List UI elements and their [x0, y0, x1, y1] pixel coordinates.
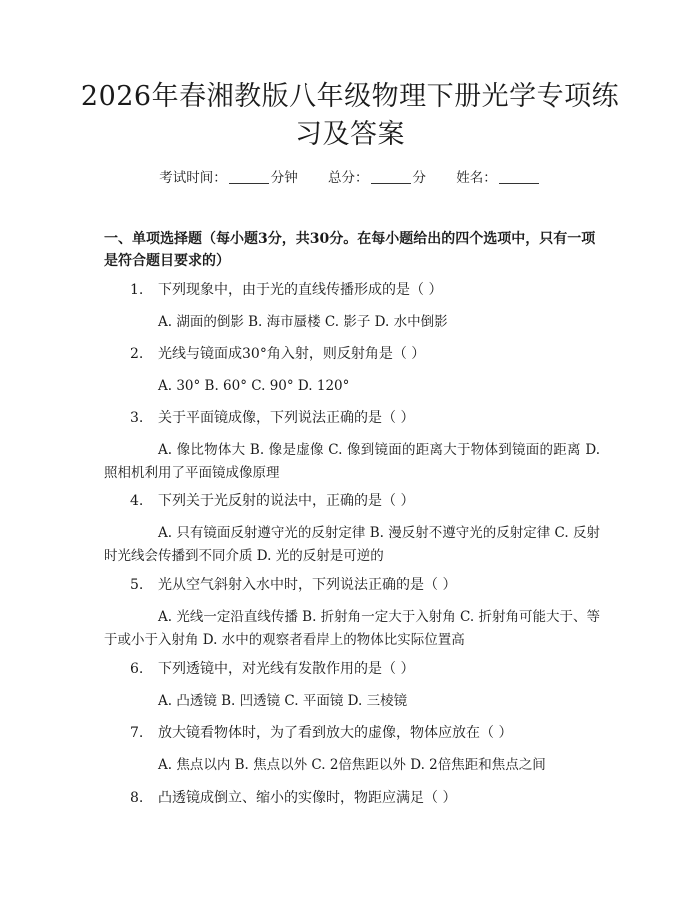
question-options: A. 只有镜面反射遵守光的反射定律 B. 漫反射不遵守光的反射定律 C. 反射时光线会传播到不同介质 D. 光的反射是可逆的	[104, 525, 600, 564]
question-text: 下列透镜中，对光线有发散作用的是（ ）	[158, 661, 415, 677]
document-title	[70, 78, 630, 154]
time-blank[interactable]	[229, 169, 269, 184]
time-label: 考试时间：	[159, 170, 227, 186]
title-line-2: 习及答案	[295, 119, 405, 150]
question-number: 6.	[130, 661, 144, 677]
question-number: 5.	[130, 577, 144, 593]
time-unit: 分钟	[270, 170, 298, 186]
question-number: 3.	[130, 410, 144, 426]
question-stem	[130, 574, 600, 596]
question-text: 凸透镜成倒立、缩小的实像时，物距应满足（ ）	[158, 790, 457, 806]
question-number: 1.	[130, 282, 144, 298]
question-text: 光线与镜面成30°角入射，则反射角是（ ）	[158, 346, 426, 362]
question-stem	[130, 722, 600, 744]
question-number: 8.	[130, 790, 144, 806]
question-options: A. 30° B. 60° C. 90° D. 120°	[158, 378, 350, 394]
title-line-1: 2026年春湘教版八年级物理下册光学专项练	[80, 81, 620, 112]
question-number: 4.	[130, 493, 144, 509]
question-options: A. 凸透镜 B. 凹透镜 C. 平面镜 D. 三棱镜	[158, 693, 408, 709]
name-blank[interactable]	[499, 169, 539, 184]
question-text: 下列现象中，由于光的直线传播形成的是（ ）	[158, 282, 443, 298]
score-unit: 分	[412, 170, 426, 186]
question-stem	[130, 490, 600, 512]
question-text: 光从空气斜射入水中时，下列说法正确的是（ ）	[158, 577, 457, 593]
question-options: A. 焦点以内 B. 焦点以外 C. 2倍焦距以外 D. 2倍焦距和焦点之间	[158, 757, 546, 773]
question-text: 下列关于光反射的说法中，正确的是（ ）	[158, 493, 415, 509]
exam-time	[159, 168, 298, 188]
question-number: 7.	[130, 725, 144, 741]
question-stem	[130, 787, 600, 809]
question-options: A. 湖面的倒影 B. 海市蜃楼 C. 影子 D. 水中倒影	[158, 314, 448, 330]
total-score	[328, 168, 426, 188]
score-blank[interactable]	[371, 169, 411, 184]
question-stem	[130, 658, 600, 680]
question-stem	[130, 407, 600, 429]
question-text: 关于平面镜成像，下列说法正确的是（ ）	[158, 410, 415, 426]
exam-info-line	[0, 168, 700, 188]
name-label: 姓名：	[456, 170, 497, 186]
question-stem	[130, 279, 600, 301]
question-text: 放大镜看物体时，为了看到放大的虚像，物体应放在（ ）	[158, 725, 513, 741]
question-options: A. 像比物体大 B. 像是虚像 C. 像到镜面的距离大于物体到镜面的距离 D. 照相机利用了平面镜成像原理	[104, 442, 600, 481]
question-stem	[130, 343, 600, 365]
question-options: A. 光线一定沿直线传播 B. 折射角一定大于入射角 C. 折射角可能大于、等于或小于入射角 D. 水中的观察者看岸上的物体比实际位置高	[104, 609, 600, 648]
student-name	[456, 168, 541, 188]
section-heading: 一、单项选择题（每小题3分，共30分。在每小题给出的四个选项中，只有一项是符合题目要求的）	[104, 231, 596, 269]
question-number: 2.	[130, 346, 144, 362]
score-label: 总分：	[328, 170, 369, 186]
